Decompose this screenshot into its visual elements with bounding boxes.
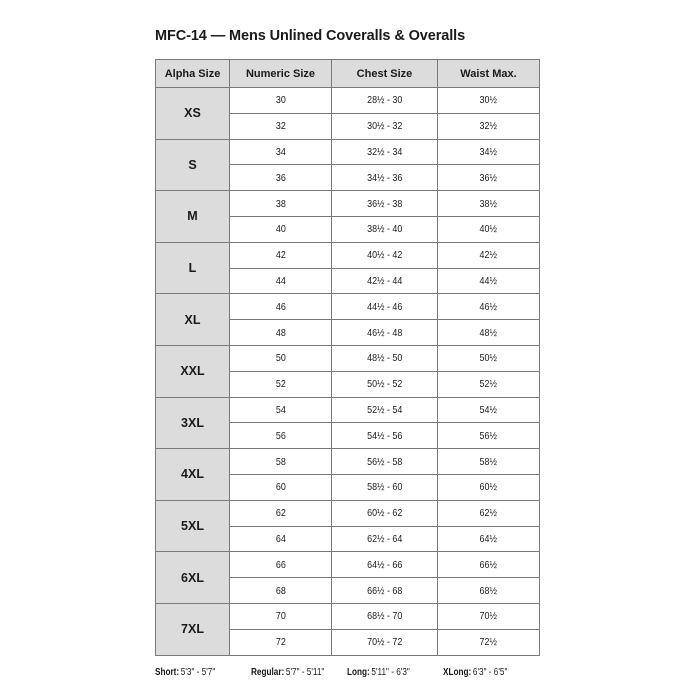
waist-max-cell-text: 52½	[479, 378, 498, 391]
numeric-size-cell	[230, 578, 332, 604]
numeric-size-cell	[230, 423, 332, 449]
waist-max-cell-text: 42½	[479, 249, 498, 262]
numeric-size-cell	[230, 139, 332, 165]
size-chart-table	[155, 59, 540, 656]
chest-size-cell-text: 44½ - 46	[366, 300, 403, 313]
waist-max-cell-text: 72½	[479, 636, 498, 649]
footer-item-xlong	[443, 667, 522, 678]
header-chest-size: Chest Size	[332, 60, 438, 88]
waist-max-cell	[438, 397, 540, 423]
chest-size-cell-text: 34½ - 36	[366, 171, 403, 184]
numeric-size-cell-text: 42	[275, 249, 286, 262]
numeric-size-cell	[230, 113, 332, 139]
chest-size-cell-text: 68½ - 70	[366, 610, 403, 623]
chest-size-cell	[332, 345, 438, 371]
numeric-size-cell-text: 30	[275, 94, 286, 107]
chest-size-cell	[332, 500, 438, 526]
alpha-size-cell: S	[156, 139, 230, 191]
numeric-size-cell-text: 56	[275, 429, 286, 442]
waist-max-cell-text: 40½	[479, 223, 498, 236]
chest-size-cell	[332, 423, 438, 449]
waist-max-cell-text: 44½	[479, 274, 498, 287]
waist-max-cell	[438, 371, 540, 397]
table-row	[156, 88, 540, 114]
numeric-size-cell-text: 68	[275, 584, 286, 597]
waist-max-cell-text: 56½	[479, 429, 498, 442]
chest-size-cell-text: 70½ - 72	[366, 636, 403, 649]
numeric-size-cell	[230, 526, 332, 552]
waist-max-cell-text: 58½	[479, 455, 498, 468]
chest-size-cell-text: 32½ - 34	[366, 145, 403, 158]
chest-size-cell	[332, 371, 438, 397]
length-footer	[155, 667, 545, 678]
waist-max-cell	[438, 578, 540, 604]
table-row	[156, 294, 540, 320]
waist-max-cell	[438, 526, 540, 552]
numeric-size-cell-text: 58	[275, 455, 286, 468]
numeric-size-cell	[230, 242, 332, 268]
waist-max-cell	[438, 449, 540, 475]
chest-size-cell	[332, 552, 438, 578]
numeric-size-cell	[230, 191, 332, 217]
table-row	[156, 449, 540, 475]
footer-item-long	[347, 667, 426, 678]
waist-max-cell	[438, 191, 540, 217]
waist-max-cell-text: 30½	[479, 94, 498, 107]
waist-max-cell	[438, 320, 540, 346]
header-alpha-size: Alpha Size	[156, 60, 230, 88]
chest-size-cell	[332, 578, 438, 604]
chest-size-cell-text: 50½ - 52	[366, 378, 403, 391]
chest-size-cell	[332, 216, 438, 242]
chest-size-cell	[332, 268, 438, 294]
waist-max-cell	[438, 242, 540, 268]
numeric-size-cell-text: 44	[275, 274, 286, 287]
chest-size-cell	[332, 139, 438, 165]
table-row	[156, 139, 540, 165]
numeric-size-cell	[230, 397, 332, 423]
chest-size-cell	[332, 165, 438, 191]
numeric-size-cell	[230, 552, 332, 578]
chest-size-cell-text: 30½ - 32	[366, 120, 403, 133]
numeric-size-cell-text: 34	[275, 145, 286, 158]
table-row	[156, 603, 540, 629]
chest-size-cell-text: 66½ - 68	[366, 584, 403, 597]
footer-label: Short:	[155, 667, 180, 678]
chest-size-cell-text: 46½ - 48	[366, 326, 403, 339]
alpha-size-cell: 3XL	[156, 397, 230, 449]
numeric-size-cell-text: 64	[275, 532, 286, 545]
chest-size-cell	[332, 603, 438, 629]
waist-max-cell-text: 38½	[479, 197, 498, 210]
header-numeric-size: Numeric Size	[230, 60, 332, 88]
chest-size-cell-text: 38½ - 40	[366, 223, 403, 236]
alpha-size-cell: M	[156, 191, 230, 243]
numeric-size-cell-text: 72	[275, 636, 286, 649]
chest-size-cell	[332, 294, 438, 320]
chest-size-cell-text: 64½ - 66	[366, 558, 403, 571]
chest-size-cell	[332, 629, 438, 655]
chest-size-cell-text: 58½ - 60	[366, 481, 403, 494]
alpha-size-cell: XL	[156, 294, 230, 346]
table-header	[156, 60, 540, 88]
chest-size-cell	[332, 88, 438, 114]
chest-size-cell-text: 54½ - 56	[366, 429, 403, 442]
chest-size-cell-text: 60½ - 62	[366, 507, 403, 520]
numeric-size-cell	[230, 449, 332, 475]
waist-max-cell	[438, 552, 540, 578]
table-row	[156, 552, 540, 578]
waist-max-cell	[438, 88, 540, 114]
alpha-size-cell: XS	[156, 88, 230, 140]
waist-max-cell	[438, 474, 540, 500]
alpha-size-cell: L	[156, 242, 230, 294]
numeric-size-cell	[230, 88, 332, 114]
footer-label: XLong:	[443, 667, 472, 678]
footer-label: Long:	[347, 667, 370, 678]
numeric-size-cell-text: 66	[275, 558, 286, 571]
numeric-size-cell	[230, 371, 332, 397]
numeric-size-cell	[230, 268, 332, 294]
chest-size-cell-text: 52½ - 54	[366, 403, 403, 416]
alpha-size-cell: 7XL	[156, 603, 230, 655]
chest-size-cell	[332, 191, 438, 217]
waist-max-cell-text: 68½	[479, 584, 498, 597]
chest-size-cell	[332, 397, 438, 423]
waist-max-cell	[438, 216, 540, 242]
header-row	[156, 60, 540, 88]
waist-max-cell-text: 62½	[479, 507, 498, 520]
footer-value: 5'3" - 5'7"	[180, 667, 216, 678]
waist-max-cell	[438, 268, 540, 294]
header-waist-max: Waist Max.	[438, 60, 540, 88]
footer-item-short	[155, 667, 234, 678]
chest-size-cell	[332, 526, 438, 552]
numeric-size-cell-text: 32	[275, 120, 286, 133]
waist-max-cell-text: 60½	[479, 481, 498, 494]
waist-max-cell	[438, 165, 540, 191]
chest-size-cell-text: 28½ - 30	[366, 94, 403, 107]
footer-value: 5'11" - 6'3"	[371, 667, 410, 678]
footer-item-regular	[251, 667, 330, 678]
waist-max-cell	[438, 500, 540, 526]
chest-size-cell	[332, 449, 438, 475]
waist-max-cell-text: 70½	[479, 610, 498, 623]
waist-max-cell-text: 36½	[479, 171, 498, 184]
waist-max-cell-text: 48½	[479, 326, 498, 339]
waist-max-cell	[438, 139, 540, 165]
chest-size-cell-text: 42½ - 44	[366, 274, 403, 287]
numeric-size-cell-text: 48	[275, 326, 286, 339]
numeric-size-cell	[230, 216, 332, 242]
numeric-size-cell-text: 62	[275, 507, 286, 520]
table-body	[156, 88, 540, 656]
numeric-size-cell	[230, 165, 332, 191]
numeric-size-cell-text: 70	[275, 610, 286, 623]
chest-size-cell-text: 48½ - 50	[366, 352, 403, 365]
numeric-size-cell	[230, 474, 332, 500]
chest-size-cell-text: 36½ - 38	[366, 197, 403, 210]
numeric-size-cell-text: 54	[275, 403, 286, 416]
waist-max-cell	[438, 629, 540, 655]
table-row	[156, 397, 540, 423]
numeric-size-cell-text: 52	[275, 378, 286, 391]
alpha-size-cell: 6XL	[156, 552, 230, 604]
numeric-size-cell	[230, 603, 332, 629]
table-row	[156, 191, 540, 217]
chest-size-cell	[332, 320, 438, 346]
chest-size-cell	[332, 113, 438, 139]
footer-value: 6'3" - 6'5"	[472, 667, 508, 678]
chest-size-cell-text: 62½ - 64	[366, 532, 403, 545]
waist-max-cell-text: 34½	[479, 145, 498, 158]
numeric-size-cell-text: 60	[275, 481, 286, 494]
table-row	[156, 242, 540, 268]
waist-max-cell	[438, 294, 540, 320]
chest-size-cell	[332, 242, 438, 268]
numeric-size-cell-text: 36	[275, 171, 286, 184]
footer-value: 5'7" - 5'11"	[285, 667, 325, 678]
waist-max-cell-text: 64½	[479, 532, 498, 545]
waist-max-cell	[438, 603, 540, 629]
numeric-size-cell-text: 50	[275, 352, 286, 365]
numeric-size-cell-text: 46	[275, 300, 286, 313]
waist-max-cell	[438, 113, 540, 139]
numeric-size-cell	[230, 320, 332, 346]
table-row	[156, 345, 540, 371]
waist-max-cell-text: 54½	[479, 403, 498, 416]
numeric-size-cell	[230, 294, 332, 320]
numeric-size-cell	[230, 629, 332, 655]
page-title: MFC-14 — Mens Unlined Coveralls & Overalls	[155, 28, 466, 44]
waist-max-cell-text: 66½	[479, 558, 498, 571]
chest-size-cell	[332, 474, 438, 500]
chest-size-cell-text: 56½ - 58	[366, 455, 403, 468]
numeric-size-cell	[230, 345, 332, 371]
alpha-size-cell: 4XL	[156, 449, 230, 501]
waist-max-cell-text: 50½	[479, 352, 498, 365]
alpha-size-cell: 5XL	[156, 500, 230, 552]
waist-max-cell	[438, 423, 540, 449]
numeric-size-cell	[230, 500, 332, 526]
waist-max-cell-text: 32½	[479, 120, 498, 133]
numeric-size-cell-text: 40	[275, 223, 286, 236]
table-row	[156, 500, 540, 526]
numeric-size-cell-text: 38	[275, 197, 286, 210]
footer-label: Regular:	[251, 667, 285, 678]
alpha-size-cell: XXL	[156, 345, 230, 397]
waist-max-cell-text: 46½	[479, 300, 498, 313]
chest-size-cell-text: 40½ - 42	[366, 249, 403, 262]
waist-max-cell	[438, 345, 540, 371]
